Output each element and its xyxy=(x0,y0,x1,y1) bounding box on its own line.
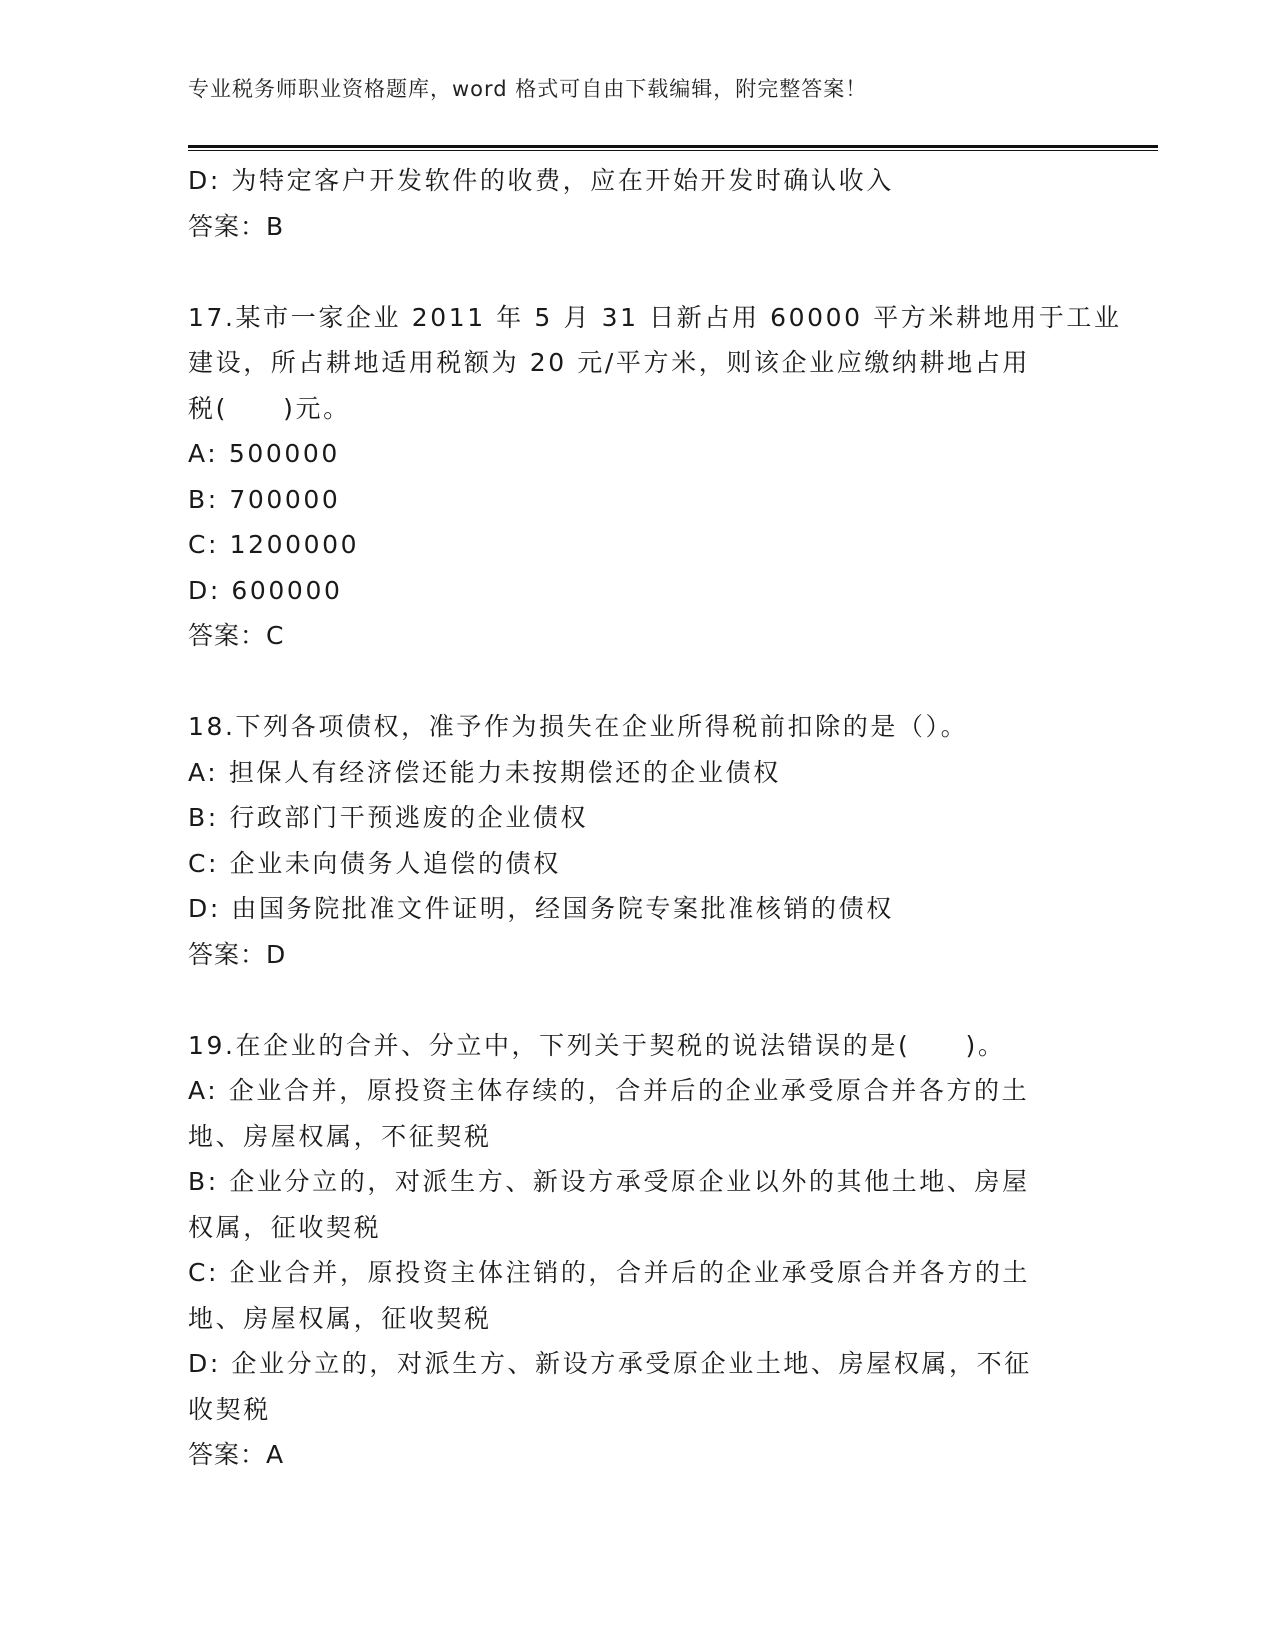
question-19-option-c-line-2: 地、房屋权属，征收契税 xyxy=(188,1303,492,1333)
question-18-option-b: B: 行政部门干预逃废的企业债权 xyxy=(188,803,589,832)
question-18-option-d: D: 由国务院批准文件证明，经国务院专案批准核销的债权 xyxy=(188,894,894,923)
question-17-option-c: C: 1200000 xyxy=(188,530,360,559)
question-19-option-b-line-2: 权属，征收契税 xyxy=(188,1212,382,1242)
question-19-option-b-line-1: B: 企业分立的，对派生方、新设方承受原企业以外的其他土地、房屋 xyxy=(188,1167,1030,1196)
question-19-stem-line-1: 19.在企业的合并、分立中，下列关于契税的说法错误的是( )。 xyxy=(188,1030,1006,1060)
question-17-stem-line-3: 税( )元。 xyxy=(188,393,351,423)
question-17-stem-line-2: 建设，所占耕地适用税额为 20 元/平方米，则该企业应缴纳耕地占用 xyxy=(188,348,1030,377)
page-header: 专业税务师职业资格题库，word 格式可自由下载编辑，附完整答案！ xyxy=(188,77,868,101)
question-19-option-a-line-2: 地、房屋权属，不征契税 xyxy=(188,1121,492,1151)
header-rule-thin xyxy=(188,150,1158,151)
question-19-option-d-line-1: D: 企业分立的，对派生方、新设方承受原企业土地、房屋权属，不征 xyxy=(188,1349,1032,1378)
question-19-option-a-line-1: A: 企业合并，原投资主体存续的，合并后的企业承受原合并各方的土 xyxy=(188,1076,1030,1105)
question-18-option-c: C: 企业未向债务人追偿的债权 xyxy=(188,848,561,878)
question-19-option-d-line-2: 收契税 xyxy=(188,1394,271,1424)
question-19-answer: 答案：A xyxy=(188,1440,285,1469)
question-17-option-b: B: 700000 xyxy=(188,484,341,514)
question-17-option-a: A: 500000 xyxy=(188,439,340,468)
question-17 xyxy=(188,295,1122,659)
question-17-stem-line-1: 17.某市一家企业 2011 年 5 月 31 日新占用 60000 平方米耕地用于工业 xyxy=(188,302,1122,332)
spacer xyxy=(188,249,1088,295)
carry-over-option-d: D: 为特定客户开发软件的收费，应在开始开发时确认收入 xyxy=(188,166,894,195)
question-17-option-d: D: 600000 xyxy=(188,575,343,605)
question-18 xyxy=(188,704,1088,977)
header-rule-thick xyxy=(188,145,1158,148)
question-content xyxy=(188,158,1122,1478)
spacer xyxy=(188,659,1088,705)
question-18-option-a: A: 担保人有经济偿还能力未按期偿还的企业债权 xyxy=(188,757,781,787)
carry-over-answer: 答案：B xyxy=(188,211,285,241)
question-18-answer: 答案：D xyxy=(188,939,287,969)
question-17-answer: 答案：C xyxy=(188,621,285,650)
spacer xyxy=(188,977,1088,1023)
question-19-option-c-line-1: C: 企业合并，原投资主体注销的，合并后的企业承受原合并各方的土 xyxy=(188,1258,1031,1287)
question-18-stem-line-1: 18.下列各项债权，准予作为损失在企业所得税前扣除的是（）。 xyxy=(188,712,969,741)
question-19 xyxy=(188,1023,1088,1478)
